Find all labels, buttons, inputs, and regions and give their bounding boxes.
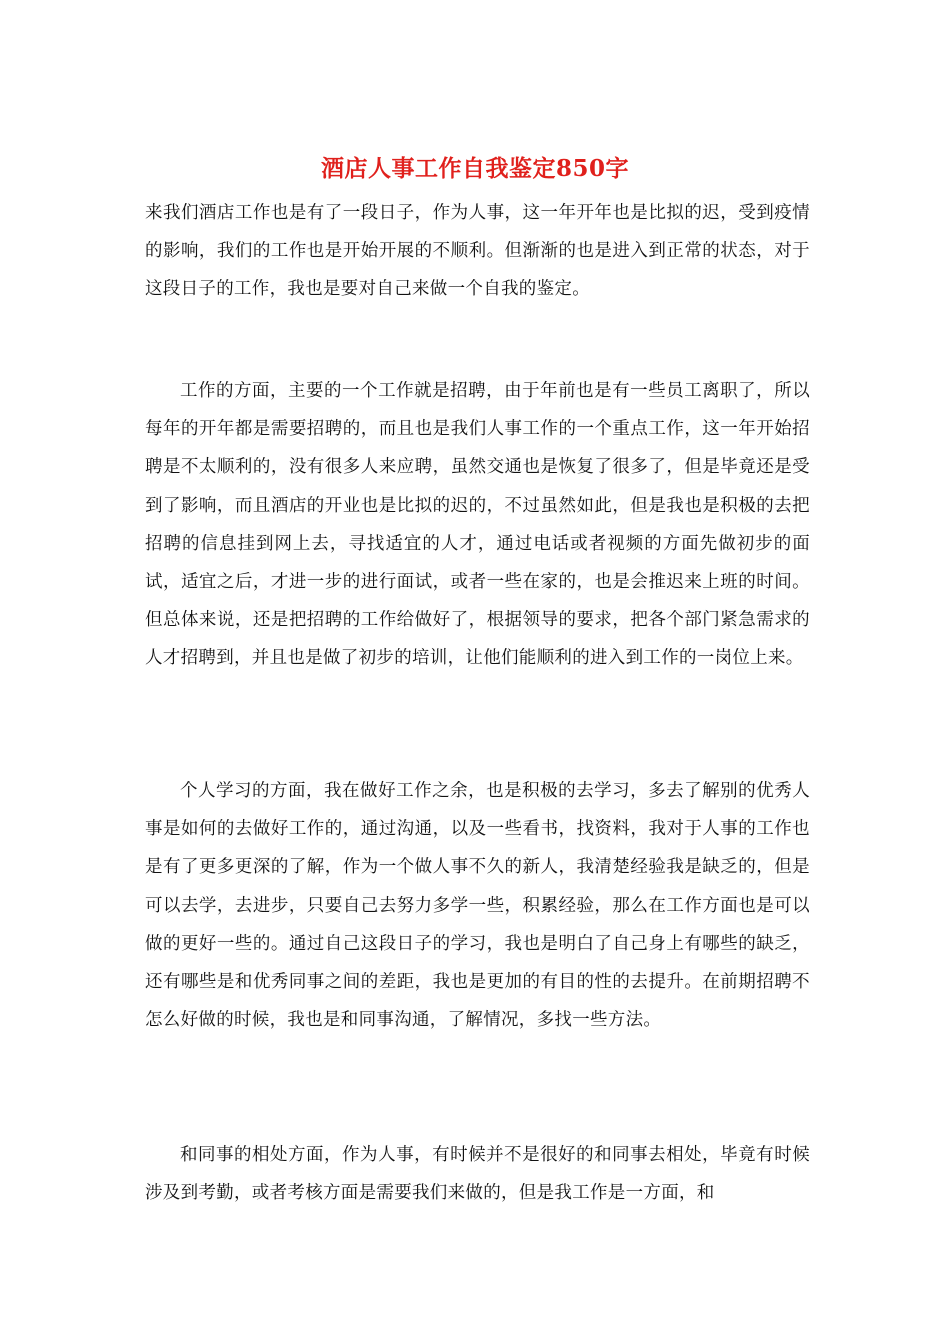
paragraph-study: 个人学习的方面，我在做好工作之余，也是积极的去学习，多去了解别的优秀人事是如何的去做好工作的，通过沟通，以及一些看书，找资料，我对于人事的工作也是有了更多更深的了解，作为一个做人事不久的新人，我清楚经验我是缺乏的，但是可以去学，去进步，只要自己去努力多学一些，积累经验，那么在工作方面也是可以做的更好一些的。通过自己这段日子的学习，我也是明白了自己身上有哪些的缺乏，还有哪些是和优秀同事之间的差距，我也是更加的有目的性的去提升。在前期招聘不怎么好做的时候，我也是和同事沟通，了解情况，多找一些方法。 xyxy=(145,781,810,1031)
paragraph-colleagues: 和同事的相处方面，作为人事，有时候并不是很好的和同事去相处，毕竟有时候涉及到考勤，或者考核方面是需要我们来做的，但是我工作是一方面，和 xyxy=(145,1145,810,1204)
paragraph-work: 工作的方面，主要的一个工作就是招聘，由于年前也是有一些员工离职了，所以每年的开年都是需要招聘的，而且也是我们人事工作的一个重点工作，这一年开始招聘是不太顺利的，没有很多人来应聘，虽然交通也是恢复了很多了，但是毕竟还是受到了影响，而且酒店的开业也是比拟的迟的，不过虽然如此，但是我也是积极的去把招聘的信息挂到网上去，寻找适宜的人才，通过电话或者视频的方面先做初步的面试，适宜之后，才进一步的进行面试，或者一些在家的，也是会推迟来上班的时间。但总体来说，还是把招聘的工作给做好了，根据领导的要求，把各个部门紧急需求的人才招聘到，并且也是做了初步的培训，让他们能顺利的进入到工作的一岗位上来。 xyxy=(145,381,810,669)
document-title: 酒店人事工作自我鉴定850字 xyxy=(320,155,629,182)
paragraph-intro: 来我们酒店工作也是有了一段日子，作为人事，这一年开年也是比拟的迟，受到疫情的影响，我们的工作也是开始开展的不顺利。但渐渐的也是进入到正常的状态，对于这段日子的工作，我也是要对自己来做一个自我的鉴定。 xyxy=(145,203,810,300)
